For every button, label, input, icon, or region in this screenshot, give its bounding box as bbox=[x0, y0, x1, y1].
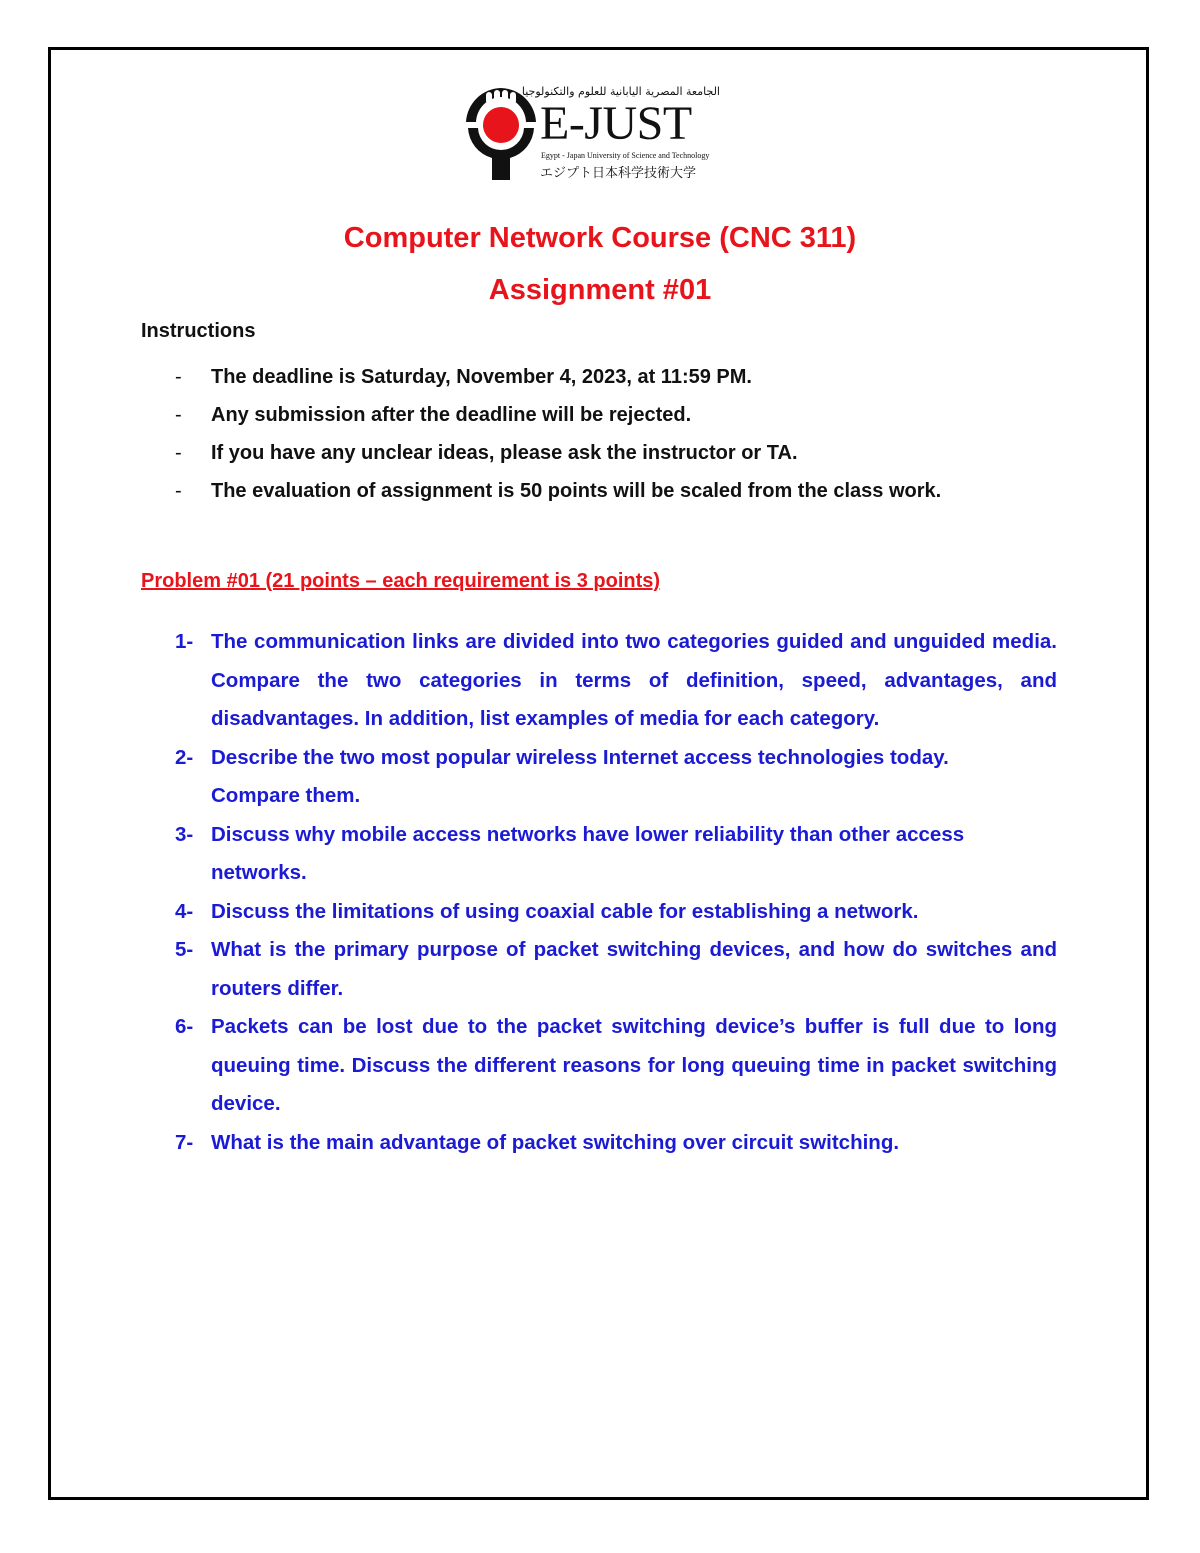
question-number: 6- bbox=[175, 1015, 194, 1038]
logo-name: E-JUST bbox=[540, 97, 692, 150]
question-item bbox=[0, 816, 1200, 893]
university-logo bbox=[464, 84, 734, 184]
question-list bbox=[0, 623, 1200, 1162]
question-text: Discuss the limitations of using coaxial cable for establishing a network. bbox=[211, 899, 919, 923]
instruction-text: The deadline is Saturday, November 4, 2023, at 11:59 PM. bbox=[211, 366, 752, 388]
question-number: 7- bbox=[175, 1130, 194, 1154]
question-number: 3- bbox=[175, 822, 194, 846]
instructions-list bbox=[0, 358, 1200, 510]
instruction-text: The evaluation of assignment is 50 points will be scaled from the class work. bbox=[211, 480, 942, 502]
logo-arabic-text: الجامعة المصرية اليابانية للعلوم والتكنولوجيا bbox=[521, 85, 720, 98]
instruction-text: Any submission after the deadline will be rejected. bbox=[211, 404, 692, 426]
instruction-item bbox=[0, 472, 1200, 510]
assignment-title: Assignment #01 bbox=[488, 274, 712, 306]
instruction-item bbox=[0, 434, 1200, 472]
bullet-dash: - bbox=[175, 366, 182, 388]
question-item bbox=[0, 1008, 1200, 1124]
instruction-item bbox=[0, 358, 1200, 396]
bullet-dash: - bbox=[175, 404, 182, 426]
logo-english-text: Egypt - Japan University of Science and Technology bbox=[541, 151, 710, 160]
question-text: The communication links are divided into two categories guided and unguided media. Compare the two categories in terms of definition, speed, advantages, and disadvantages. In addition, list examples of media for each category. bbox=[211, 630, 1057, 730]
question-text: What is the primary purpose of packet switching devices, and how do switches and routers differ. bbox=[211, 938, 1057, 1000]
bullet-dash: - bbox=[175, 480, 182, 502]
bullet-dash: - bbox=[175, 442, 182, 464]
question-item bbox=[0, 893, 1200, 932]
logo-japanese-text: エジプト日本科学技術大学 bbox=[540, 166, 697, 181]
question-item bbox=[0, 739, 1200, 816]
course-title: Computer Network Course (CNC 311) bbox=[343, 222, 857, 254]
question-number: 5- bbox=[175, 938, 194, 961]
question-item bbox=[0, 1124, 1200, 1163]
question-number: 4- bbox=[175, 899, 194, 923]
question-text: Describe the two most popular wireless Internet access technologies today. Compare them. bbox=[211, 745, 949, 807]
question-item bbox=[0, 623, 1200, 739]
instruction-text: If you have any unclear ideas, please ask the instructor or TA. bbox=[211, 442, 798, 464]
question-number: 1- bbox=[175, 630, 194, 653]
question-item bbox=[0, 931, 1200, 1008]
question-text: What is the main advantage of packet switching over circuit switching. bbox=[211, 1130, 900, 1154]
problem-heading: Problem #01 (21 points – each requirement is 3 points) bbox=[141, 570, 661, 592]
instruction-item bbox=[0, 396, 1200, 434]
ejust-emblem-icon bbox=[464, 84, 538, 182]
question-number: 2- bbox=[175, 745, 194, 769]
question-text: Discuss why mobile access networks have lower reliability than other access networks. bbox=[211, 822, 965, 884]
question-text: Packets can be lost due to the packet switching device’s buffer is full due to long queuing time. Discuss the different reasons for long queuing time in packet switching device. bbox=[211, 1015, 1057, 1115]
instructions-heading: Instructions bbox=[141, 320, 256, 342]
